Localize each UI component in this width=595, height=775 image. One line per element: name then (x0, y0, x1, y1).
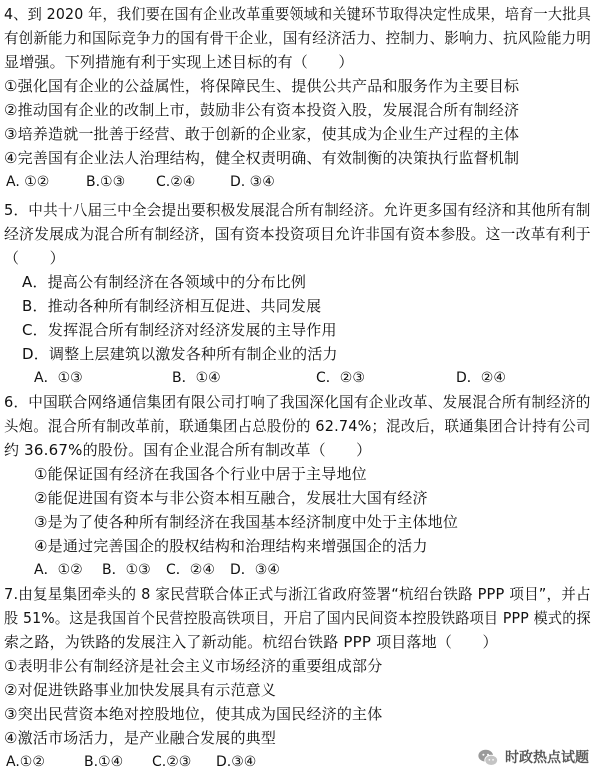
q4-option-c: C.②④ (156, 174, 196, 190)
q7-option-c: C.②③ (152, 754, 192, 770)
q4-option-d: D. ③④ (230, 174, 275, 190)
q4-statement-4: ④完善国有企业法人治理结构，健全权责明确、有效制衡的决策执行监督机制 (4, 149, 520, 167)
q5-stem-line-3: （ ） (4, 249, 65, 267)
q4-option-b: B.①③ (86, 174, 126, 190)
q6-statement-3: ③是为了使各种所有制经济在我国基本经济制度中处于主体地位 (34, 513, 459, 531)
q7-option-d: D.③④ (216, 754, 257, 770)
q6-option-b: B．①③ (102, 562, 151, 578)
q6-stem-line-2: 头炮。混合所有制改革前，联通集团占总股份的 62.74%；混改后，联通集团合计持有公司 (4, 417, 591, 435)
q7-statement-1: ①表明非公有制经济是社会主义市场经济的重要组成部分 (4, 657, 383, 675)
q5-option-d: D．②④ (456, 370, 506, 386)
q7-stem-line-1: 7.由复星集团牵头的 8 家民营联合体正式与浙江省政府签署“杭绍台铁路 PPP 项目”，并占 (4, 585, 591, 603)
q4-statement-3: ③培养造就一批善于经营、敢于创新的企业家，使其成为企业生产过程的主体 (4, 125, 520, 143)
q7-statement-2: ②对促进铁路事业加快发展具有示范意义 (4, 681, 277, 699)
q6-statement-1: ①能保证国有经济在我国各个行业中居于主导地位 (34, 465, 367, 483)
q4-statement-2: ②推动国有企业的改制上市，鼓励非公有资本投资入股，发展混合所有制经济 (4, 101, 520, 119)
q6-stem-line-3: 约 36.67%的股份。国有企业混合所有制改革（ ） (4, 441, 372, 459)
wechat-icon (477, 747, 499, 769)
q6-option-a: A．①② (34, 562, 83, 578)
q4-stem-line-1: 4、到 2020 年，我们要在国有企业改革重要领域和关键环节取得决定性成果，培育一大批具 (4, 5, 592, 23)
q4-stem-line-3: 显增强。下列措施有利于实现上述目标的有（ ） (4, 53, 354, 71)
q5-choice-c: C．发挥混合所有制经济对经济发展的主导作用 (22, 321, 337, 339)
q6-statement-4: ④是通过完善国企的股权结构和治理结构来增强国企的活力 (34, 537, 428, 555)
q5-stem-line-2: 经济发展成为混合所有制经济，国有资本投资项目允许非国有资本参股。这一改革有利于 (4, 225, 591, 243)
q7-stem-line-3: 索之路，为铁路的发展注入了新动能。杭绍台铁路 PPP 项目落地（ ） (4, 633, 498, 651)
q6-stem-line-1: 6．中国联合网络通信集团有限公司打响了我国深化国有企业改革、发展混合所有制经济的 (4, 393, 591, 411)
q5-choice-a: A．提高公有制经济在各领域中的分布比例 (22, 273, 307, 291)
q6-option-d: D．③④ (230, 562, 280, 578)
q7-option-b: B.①④ (84, 754, 124, 770)
q4-stem-line-2: 有创新能力和国际竞争力的国有骨干企业，国有经济活力、控制力、影响力、抗风险能力明 (4, 29, 592, 47)
q7-stem-line-2: 股 51%。这是我国首个民营控股高铁项目，开启了国内民间资本控股铁路项目 PPP 模式的探 (4, 609, 591, 627)
watermark-text: 时政热点试题 (505, 750, 589, 766)
q5-option-c: C．②③ (316, 370, 365, 386)
q4-option-a: A. ①② (6, 174, 50, 190)
q5-option-b: B．①④ (172, 370, 221, 386)
q6-statement-2: ②能促进国有资本与非公资本相互融合，发展壮大国有经济 (34, 489, 428, 507)
q4-statement-1: ①强化国有企业的公益属性，将保障民生、提供公共产品和服务作为主要目标 (4, 77, 520, 95)
q7-option-a: A.①② (6, 754, 45, 770)
q6-option-c: C．②④ (166, 562, 215, 578)
q5-stem-line-1: 5．中共十八届三中全会提出要积极发展混合所有制经济。允许更多国有经济和其他所有制 (4, 201, 591, 219)
q5-choice-d: D．调整上层建筑以激发各种所有制企业的活力 (22, 345, 338, 363)
q5-option-a: A．①③ (34, 370, 83, 386)
q5-choice-b: B．推动各种所有制经济相互促进、共同发展 (22, 297, 322, 315)
account-watermark (477, 747, 589, 769)
q7-statement-4: ④激活市场活力，是产业融合发展的典型 (4, 729, 277, 747)
q7-statement-3: ③突出民营资本绝对控股地位，使其成为国民经济的主体 (4, 705, 383, 723)
